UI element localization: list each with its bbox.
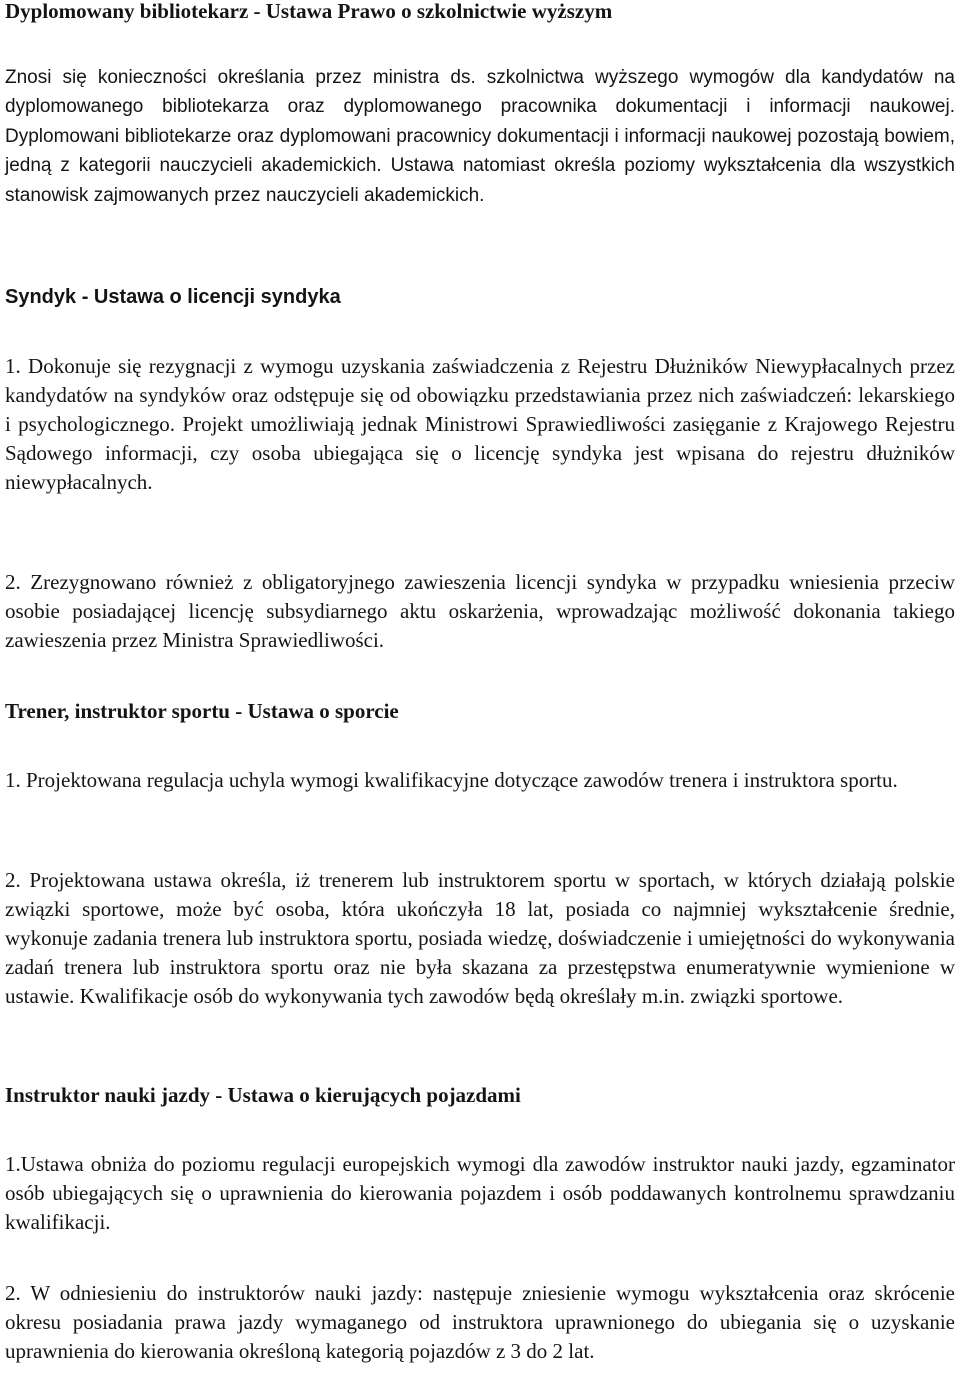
section-heading: Instruktor nauki jazdy - Ustawa o kierujących pojazdami <box>5 1083 521 1107</box>
paragraph: 2. W odniesieniu do instruktorów nauki jazdy: następuje zniesienie wymogu wykształcenia oraz skrócenie okresu posiadania prawa jazdy wymaganego od instruktora uprawnionego do ubiegania się o uzyskanie uprawnienia do kierowania określoną kategorią pojazdów z 3 do 2 lat. <box>5 1281 955 1363</box>
paragraph: 1. Dokonuje się rezygnacji z wymogu uzyskania zaświadczenia z Rejestru Dłużników Niewypłacalnych przez kandydatów na syndyków oraz odstępuje się od obowiązku przedstawiania przez nich zaświadczeń: lekarskiego i psychologicznego. Projekt umożliwiają jednak Ministrowi Sprawiedliwości zasięganie z Krajowego Rejestru Sądowego informacji, czy osoba ubiegająca się o licencję syndyka jest wpisana do rejestru dłużników niewypłacalnych. <box>5 354 955 494</box>
paragraph: 1. Projektowana regulacja uchyla wymogi kwalifikacyjne dotyczące zawodów trenera i instruktora sportu. <box>5 768 898 792</box>
paragraph: 2. Projektowana ustawa określa, iż trenerem lub instruktorem sportu w sportach, w których działają polskie związki sportowe, może być osoba, która ukończyła 18 lat, posiada co najmniej wykształcenie średnie, wykonuje zadania trenera lub instruktora sportu, posiada wiedzę, doświadczenie i umiejętności do wykonywania zadań trenera lub instruktora sportu oraz nie była skazana za przestępstwa enumeratywnie wymienione w ustawie. Kwalifikacje osób do wykonywania tych zawodów będą określały m.in. związki sportowe. <box>5 868 955 1008</box>
section-heading: Dyplomowany bibliotekarz - Ustawa Prawo o szkolnictwie wyższym <box>5 0 613 23</box>
paragraph: 2. Zrezygnowano również z obligatoryjnego zawieszenia licencji syndyka w przypadku wniesienia przeciw osobie posiadającej licencję subsydiarnego aktu oskarżenia, wprowadzając możliwość dokonania takiego zawieszenia przez Ministra Sprawiedliwości. <box>5 570 955 652</box>
section-heading: Syndyk - Ustawa o licencji syndyka <box>5 286 341 308</box>
section-heading: Trener, instruktor sportu - Ustawa o sporcie <box>5 699 399 723</box>
paragraph: 1.Ustawa obniża do poziomu regulacji europejskich wymogi dla zawodów instruktor nauki jazdy, egzaminator osób ubiegających się o uprawnienia do kierowania pojazdem i osób poddawanych kontrolnemu sprawdzaniu kwalifikacji. <box>5 1152 955 1234</box>
paragraph: Znosi się konieczności określania przez ministra ds. szkolnictwa wyższego wymogów dla kandydatów na dyplomowanego bibliotekarza oraz dyplomowanego pracownika dokumentacji i informacji naukowej. Dyplomowani bibliotekarze oraz dyplomowani pracownicy dokumentacji i informacji naukowej pozostają bowiem, jedną z kategorii nauczycieli akademickich. Ustawa natomiast określa poziomy wykształcenia dla wszystkich stanowisk zajmowanych przez nauczycieli akademickich. <box>5 67 955 206</box>
